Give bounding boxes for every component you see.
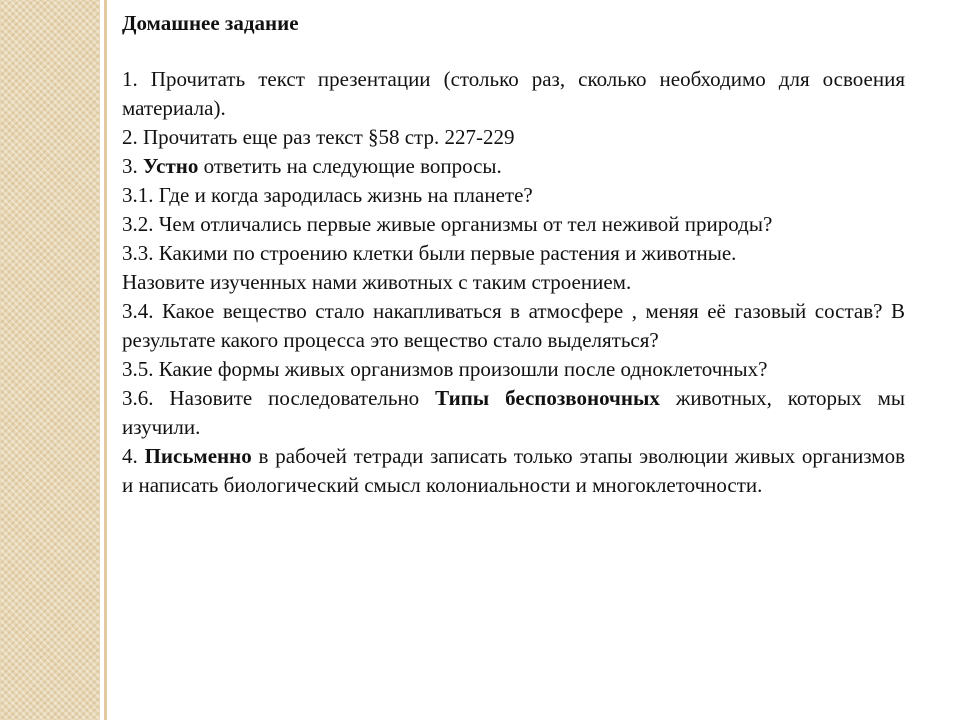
question-3-4 <box>122 297 905 355</box>
item-text: 3.4. Какое вещество стало накапливаться в атмосфере , меняя её газовый состав? В результате какого процесса это вещество стало выделяться? <box>122 299 905 352</box>
item-emphasis: Устно <box>143 154 199 178</box>
item-text: животных, которых мы изучили. <box>122 386 905 439</box>
homework-item-2 <box>122 123 905 152</box>
item-text: 3.6. Назовите последовательно <box>122 386 436 410</box>
question-3-3-continuation <box>122 268 905 297</box>
homework-item-4 <box>122 442 905 500</box>
item-text: ответить на следующие вопросы. <box>198 154 502 178</box>
question-3-5 <box>122 355 905 384</box>
question-3-1 <box>122 181 905 210</box>
homework-item-1 <box>122 65 905 123</box>
item-emphasis: Письменно <box>144 444 252 468</box>
item-text: 3.2. Чем отличались первые живые организмы от тел неживой природы? <box>122 212 773 236</box>
item-text: 3.3. Какими по строению клетки были первые растения и животные. <box>122 241 737 265</box>
item-text: 3.1. Где и когда зародилась жизнь на планете? <box>122 183 533 207</box>
item-text: Назовите изученных нами животных с таким строением. <box>122 270 632 294</box>
item-text: 2. Прочитать еще раз текст §58 стр. 227-229 <box>122 125 515 149</box>
question-3-6 <box>122 384 905 442</box>
item-text: 1. Прочитать текст презентации (столько раз, сколько необходимо для освоения материала). <box>122 67 905 120</box>
question-3-3 <box>122 239 905 268</box>
item-text: 3.5. Какие формы живых организмов произошли после одноклеточных? <box>122 357 768 381</box>
decorative-side-strip <box>0 0 100 720</box>
slide-content <box>122 8 905 500</box>
homework-item-3 <box>122 152 905 181</box>
item-emphasis: Типы беспозвоночных <box>435 386 660 410</box>
slide-title: Домашнее задание <box>122 11 299 35</box>
item-text: в рабочей тетради записать только этапы эволюции живых организмов и написать биологический смысл колониальности и многоклеточности. <box>122 444 906 497</box>
item-text: 3. <box>122 154 143 178</box>
question-3-2 <box>122 210 905 239</box>
item-text: 4. <box>122 444 145 468</box>
decorative-side-line <box>104 0 107 720</box>
